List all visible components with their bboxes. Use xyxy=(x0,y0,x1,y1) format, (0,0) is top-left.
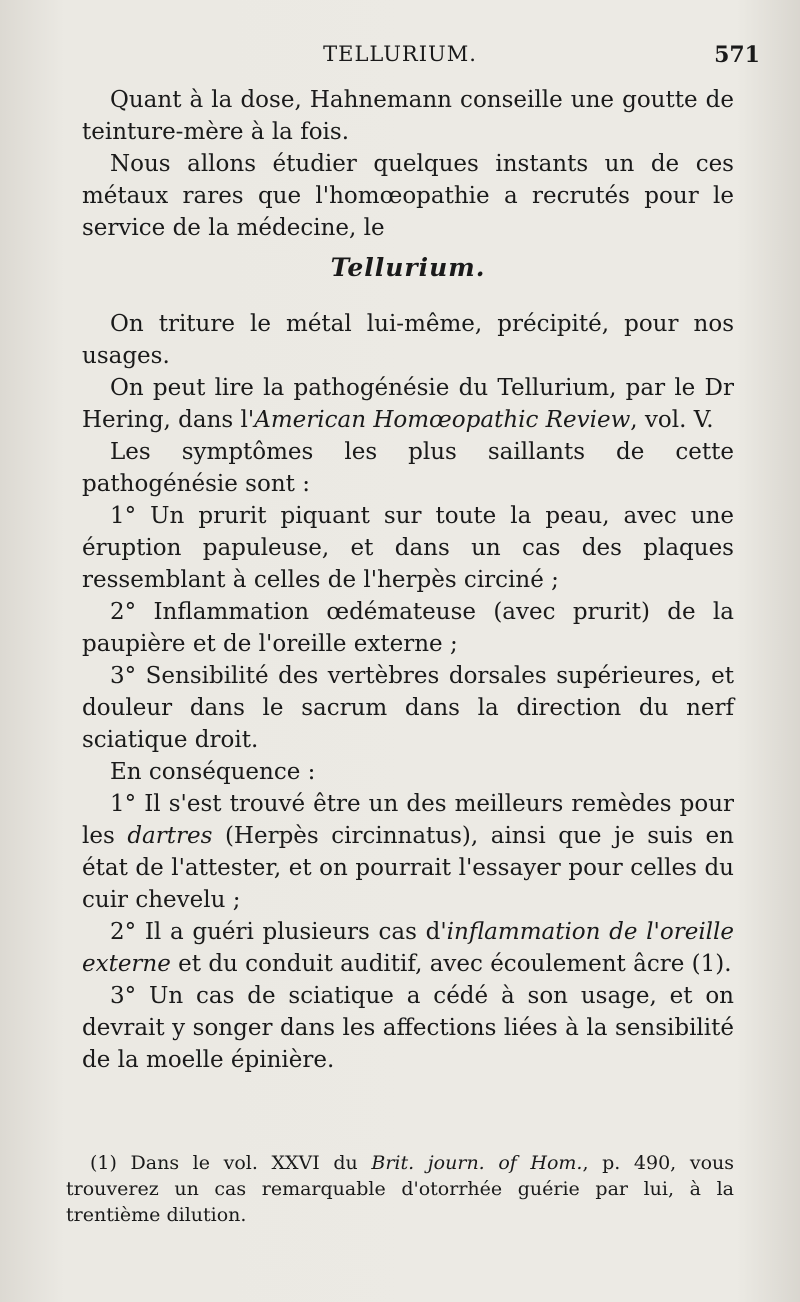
result-item-1 xyxy=(82,788,734,916)
result-1-text-a: 1° Il s'est trouvé être un des meilleurs remèdes pour les xyxy=(82,791,734,849)
footnote-text-b: , p. 490, vous trouverez un cas remarquable d'otorrhée guérie par lui, à la trentième dilution. xyxy=(66,1152,734,1226)
footnote xyxy=(66,1150,734,1228)
symptom-item-1: 1° Un prurit piquant sur toute la peau, avec une éruption papuleuse, et dans un cas des plaques ressemblant à celles de l'herpès circiné ; xyxy=(82,503,734,593)
paragraph-trituration: On triture le métal lui-même, précipité, pour nos usages. xyxy=(82,311,734,369)
page-body xyxy=(82,84,734,1076)
result-1-text-b: (Herpès circinnatus), ainsi que je suis en état de l'attester, et on pourrait l'essayer pour celles du cuir chevelu ; xyxy=(82,823,734,913)
journal-title: American Homœopathic Review xyxy=(254,407,631,433)
symptom-item-3: 3° Sensibilité des vertèbres dorsales supérieures, et douleur dans le sacrum dans la direction du nerf sciatique droit. xyxy=(82,663,734,753)
paragraph-consequence: En conséquence : xyxy=(110,759,316,785)
result-2-text-b: et du conduit auditif, avec écoulement âcre (1). xyxy=(170,951,732,977)
footnote-journal: Brit. journ. of Hom. xyxy=(371,1152,583,1174)
section-heading: Tellurium. xyxy=(330,253,486,282)
page-header xyxy=(0,42,800,78)
result-2-italic: inflammation de l'oreille externe xyxy=(82,919,734,977)
paragraph-pathogenesis xyxy=(82,372,734,436)
result-1-italic: dartres xyxy=(127,823,213,849)
result-item-2 xyxy=(82,916,734,980)
symptom-item-2: 2° Inflammation œdémateuse (avec prurit) de la paupière et de l'oreille externe ; xyxy=(82,599,734,657)
running-title: TELLURIUM. xyxy=(323,42,477,66)
footnote-text-a: (1) Dans le vol. XXVI du xyxy=(90,1152,372,1174)
footnote-text xyxy=(66,1150,734,1228)
pathogenesis-text-a: On peut lire la pathogénésie du Tellurium, par le Dr Hering, dans l' xyxy=(82,375,734,433)
paragraph-dose: Quant à la dose, Hahnemann conseille une goutte de teinture-mère à la fois. xyxy=(82,87,734,145)
pathogenesis-text-b: , vol. V. xyxy=(630,407,714,433)
result-2-text-a: 2° Il a guéri plusieurs cas d' xyxy=(110,919,447,945)
paragraph-symptoms-intro: Les symptômes les plus saillants de cette pathogénésie sont : xyxy=(82,439,734,497)
page-number: 571 xyxy=(714,42,760,68)
paragraph-intro: Nous allons étudier quelques instants un de ces métaux rares que l'homœopathie a recrutés pour le service de la médecine, le xyxy=(82,151,734,241)
result-item-3: 3° Un cas de sciatique a cédé à son usage, et on devrait y songer dans les affections liées à la sensibilité de la moelle épinière. xyxy=(82,983,734,1073)
